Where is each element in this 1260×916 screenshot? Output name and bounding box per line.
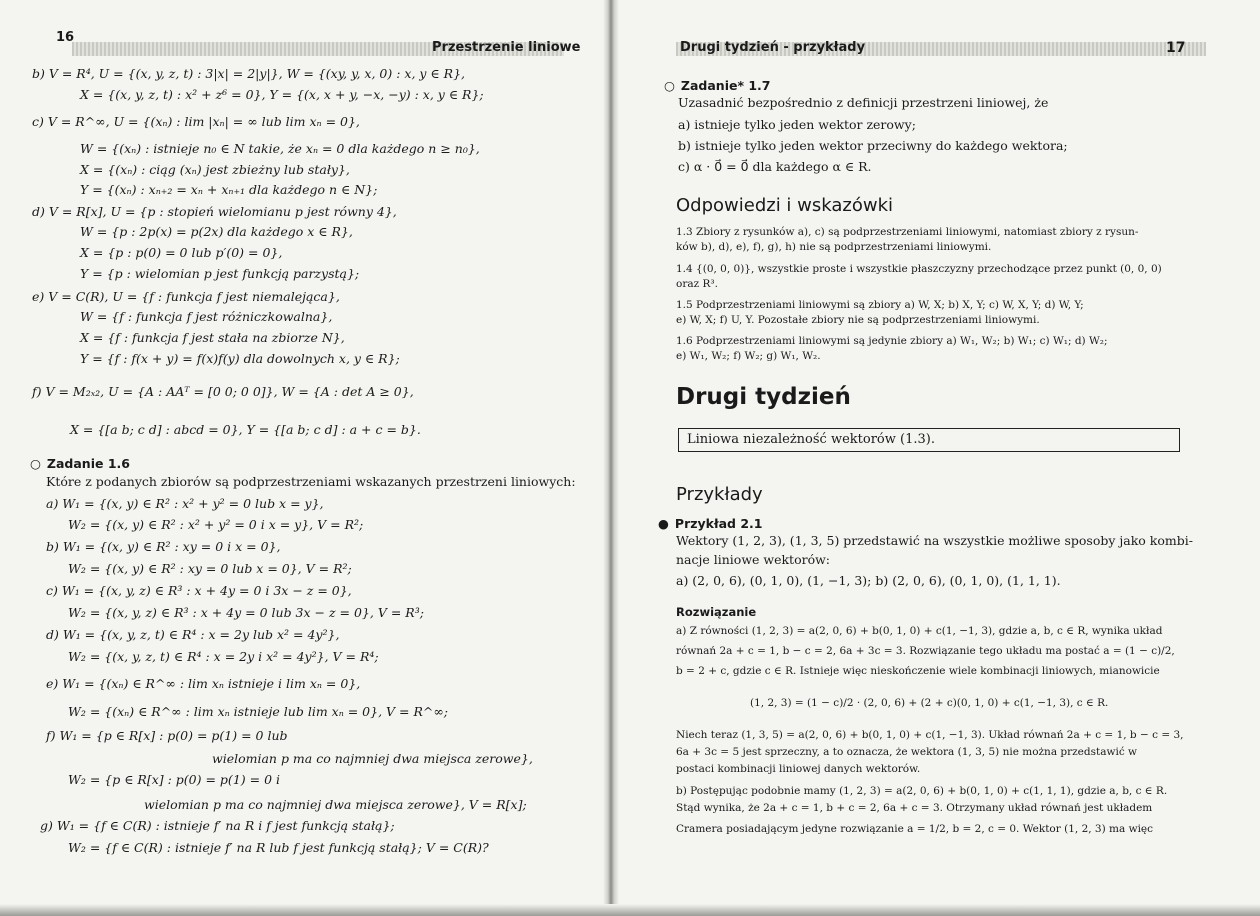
text-line: c) α · 0⃗ = 0⃗ dla każdego α ∈ R. bbox=[678, 159, 872, 174]
text-line: a) W₁ = {(x, y) ∈ R² : x² + y² = 0 lub x = y}, bbox=[46, 496, 324, 511]
text-line: W₂ = {(x, y) ∈ R² : xy = 0 lub x = 0}, V = R²; bbox=[68, 561, 352, 576]
answer-line: 1.4 {(0, 0, 0)}, wszystkie proste i wszystkie płaszczyzny przechodzące przez punkt (0, 0, 0) bbox=[676, 263, 1162, 275]
text-line: wielomian p ma co najmniej dwa miejsca zerowe}, bbox=[212, 751, 533, 766]
left-page bbox=[0, 0, 608, 916]
answer-line: 1.3 Zbiory z rysunków a), c) są podprzestrzeniami liniowymi, natomiast zbiory z rysun- bbox=[676, 226, 1139, 238]
answer-line: 1.5 Podprzestrzeniami liniowymi są zbiory a) W, X; b) X, Y; c) W, X, Y; d) W, Y; bbox=[676, 299, 1084, 311]
text-line: a) istnieje tylko jeden wektor zerowy; bbox=[678, 117, 916, 132]
text-line: wielomian p ma co najmniej dwa miejsca zerowe}, V = R[x]; bbox=[144, 797, 527, 812]
text-line: X = {(x, y, z, t) : x² + z⁶ = 0}, Y = {(x, x + y, −x, −y) : x, y ∈ R}; bbox=[80, 87, 484, 102]
task-heading: ○ Zadanie 1.6 bbox=[30, 456, 130, 471]
answer-line: 1.6 Podprzestrzeniami liniowymi są jedynie zbiory a) W₁, W₂; b) W₁; c) W₁; d) W₂; bbox=[676, 335, 1108, 347]
text-line: b) W₁ = {(x, y) ∈ R² : xy = 0 i x = 0}, bbox=[46, 539, 281, 554]
page-bottom-edge bbox=[0, 904, 1260, 916]
text-line: Y = {p : wielomian p jest funkcją parzystą}; bbox=[80, 266, 360, 281]
page-number: 16 bbox=[56, 30, 75, 45]
text-line: e) V = C(R), U = {f : funkcja f jest niemalejąca}, bbox=[32, 289, 340, 304]
text-line: W = {f : funkcja f jest różniczkowalna}, bbox=[80, 309, 333, 324]
text-line: X = {f : funkcja f jest stała na zbiorze N}, bbox=[80, 330, 345, 345]
text-line: W = {p : 2p(x) = p(2x) dla każdego x ∈ R}, bbox=[80, 224, 353, 239]
answer-line: oraz R³. bbox=[676, 278, 718, 290]
chapter-title: Drugi tydzień bbox=[676, 384, 851, 410]
text-line: d) V = R[x], U = {p : stopień wielomianu p jest równy 4}, bbox=[32, 204, 397, 219]
running-header: Drugi tydzień - przykłady bbox=[680, 40, 866, 55]
text-line: a) (2, 0, 6), (0, 1, 0), (1, −1, 3); b) (2, 0, 6), (0, 1, 0), (1, 1, 1). bbox=[676, 573, 1061, 588]
section-box: Liniowa niezależność wektorów (1.3). bbox=[678, 428, 1180, 452]
text-line: W = {(xₙ) : istnieje n₀ ∈ N takie, że xₙ = 0 dla każdego n ≥ n₀}, bbox=[80, 141, 480, 156]
text-line: nacje liniowe wektorów: bbox=[676, 552, 831, 567]
solution-line: równań 2a + c = 1, b − c = 2, 6a + 3c = 3. Rozwiązanie tego układu ma postać a = (1 − c)/2, bbox=[676, 645, 1175, 657]
answer-line: e) W, X; f) U, Y. Pozostałe zbiory nie są podprzestrzeniami liniowymi. bbox=[676, 314, 1040, 326]
solution-line: a) Z równości (1, 2, 3) = a(2, 0, 6) + b(0, 1, 0) + c(1, −1, 3), gdzie a, b, c ∈ R, wynika układ bbox=[676, 625, 1163, 637]
task-heading: ○ Zadanie* 1.7 bbox=[664, 78, 771, 93]
text-line: Uzasadnić bezpośrednio z definicji przestrzeni liniowej, że bbox=[678, 95, 1049, 110]
text-line: c) V = R^∞, U = {(xₙ) : lim |xₙ| = ∞ lub lim xₙ = 0}, bbox=[32, 114, 360, 129]
text-line: W₂ = {p ∈ R[x] : p(0) = p(1) = 0 i bbox=[68, 772, 280, 787]
solution-line: Cramera posiadającym jedyne rozwiązanie a = 1/2, b = 2, c = 0. Wektor (1, 2, 3) ma więc bbox=[676, 823, 1154, 835]
text-line: W₂ = {f ∈ C(R) : istnieje f′ na R lub f jest funkcją stałą}; V = C(R)? bbox=[68, 840, 489, 855]
text-line: g) W₁ = {f ∈ C(R) : istnieje f′ na R i f jest funkcją stałą}; bbox=[40, 818, 395, 833]
solution-line: postaci kombinacji liniowej danych wektorów. bbox=[676, 763, 921, 775]
text-line: b) istnieje tylko jeden wektor przeciwny do każdego wektora; bbox=[678, 138, 1068, 153]
solution-line: Stąd wynika, że 2a + c = 1, b + c = 2, 6a + c = 3. Otrzymany układ równań jest układem bbox=[676, 802, 1153, 814]
text-line: e) W₁ = {(xₙ) ∈ R^∞ : lim xₙ istnieje i lim xₙ = 0}, bbox=[46, 676, 361, 691]
running-header: Przestrzenie liniowe bbox=[432, 40, 581, 55]
task-prompt: Które z podanych zbiorów są podprzestrzeniami wskazanych przestrzeni liniowych: bbox=[46, 474, 576, 489]
text-line: X = {[a b; c d] : abcd = 0}, Y = {[a b; c d] : a + c = b}. bbox=[70, 422, 421, 437]
text-line: X = {p : p(0) = 0 lub p′(0) = 0}, bbox=[80, 245, 283, 260]
section-heading: Odpowiedzi i wskazówki bbox=[676, 195, 893, 216]
text-line: W₂ = {(xₙ) ∈ R^∞ : lim xₙ istnieje lub lim xₙ = 0}, V = R^∞; bbox=[68, 704, 448, 719]
solution-line: (1, 2, 3) = (1 − c)/2 · (2, 0, 6) + (2 + c)(0, 1, 0) + c(1, −1, 3), c ∈ R. bbox=[750, 697, 1109, 709]
solution-line: Niech teraz (1, 3, 5) = a(2, 0, 6) + b(0, 1, 0) + c(1, −1, 3). Układ równań 2a + c = 1, b − c = 3, bbox=[676, 729, 1184, 741]
text-line: Y = {(xₙ) : xₙ₊₂ = xₙ + xₙ₊₁ dla każdego n ∈ N}; bbox=[80, 182, 378, 197]
answer-line: ków b), d), e), f), g), h) nie są podprzestrzeniami liniowymi. bbox=[676, 241, 992, 253]
text-line: W₂ = {(x, y, z, t) ∈ R⁴ : x = 2y i x² = 4y²}, V = R⁴; bbox=[68, 649, 379, 664]
text-line: X = {(xₙ) : ciąg (xₙ) jest zbieżny lub stały}, bbox=[80, 162, 350, 177]
right-page bbox=[614, 0, 1260, 916]
solution-line: b) Postępując podobnie mamy (1, 2, 3) = a(2, 0, 6) + b(0, 1, 0) + c(1, 1, 1), gdzie a, b, c ∈ R. bbox=[676, 785, 1168, 797]
text-line: W₂ = {(x, y) ∈ R² : x² + y² = 0 i x = y}, V = R²; bbox=[68, 517, 364, 532]
text-line: c) W₁ = {(x, y, z) ∈ R³ : x + 4y = 0 i 3x − z = 0}, bbox=[46, 583, 352, 598]
text-line: W₂ = {(x, y, z) ∈ R³ : x + 4y = 0 lub 3x − z = 0}, V = R³; bbox=[68, 605, 424, 620]
text-line: Y = {f : f(x + y) = f(x)f(y) dla dowolnych x, y ∈ R}; bbox=[80, 351, 400, 366]
answer-line: e) W₁, W₂; f) W₂; g) W₁, W₂. bbox=[676, 350, 821, 362]
text-line: f) V = M₂ₓ₂, U = {A : AAᵀ = [0 0; 0 0]}, W = {A : det A ≥ 0}, bbox=[32, 384, 414, 399]
section-heading: Przykłady bbox=[676, 484, 763, 505]
solution-line: b = 2 + c, gdzie c ∈ R. Istnieje więc nieskończenie wiele kombinacji liniowych, mianowicie bbox=[676, 665, 1160, 677]
text-line: b) V = R⁴, U = {(x, y, z, t) : 3|x| = 2|y|}, W = {(xy, y, x, 0) : x, y ∈ R}, bbox=[32, 66, 465, 81]
text-line: d) W₁ = {(x, y, z, t) ∈ R⁴ : x = 2y lub x² = 4y²}, bbox=[46, 627, 340, 642]
example-heading: ● Przykład 2.1 bbox=[658, 516, 763, 531]
page-number: 17 bbox=[1166, 40, 1186, 56]
text-line: f) W₁ = {p ∈ R[x] : p(0) = p(1) = 0 lub bbox=[46, 728, 288, 743]
solution-line: 6a + 3c = 5 jest sprzeczny, a to oznacza, że wektora (1, 3, 5) nie można przedstawić w bbox=[676, 746, 1138, 758]
solution-heading: Rozwiązanie bbox=[676, 605, 757, 619]
text-line: Wektory (1, 2, 3), (1, 3, 5) przedstawić na wszystkie możliwe sposoby jako kombi- bbox=[676, 533, 1193, 548]
